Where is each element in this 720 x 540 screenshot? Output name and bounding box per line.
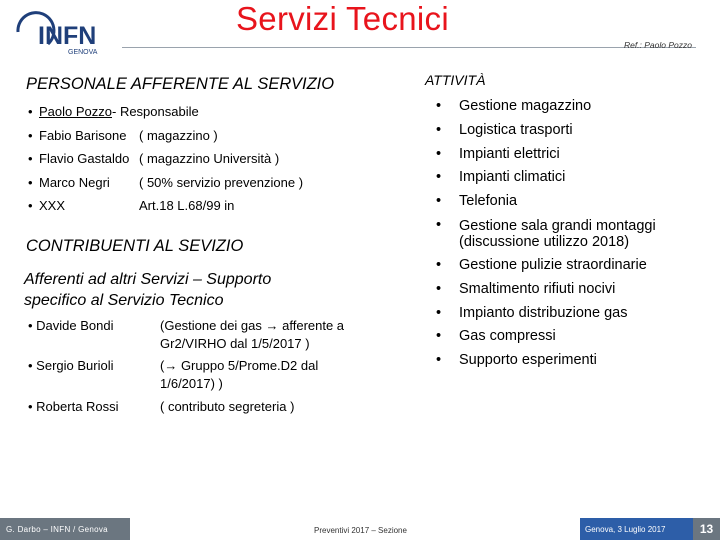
bullet-icon: • <box>436 98 442 114</box>
bullet-icon: • <box>436 193 442 210</box>
activity-text: Logistica trasporti <box>459 121 573 138</box>
bullet-icon: • <box>28 104 33 119</box>
person-name: Flavio Gastaldo <box>39 151 130 166</box>
contributor-label: • Roberta Rossi <box>28 399 119 414</box>
reference-note: Ref.: Paolo Pozzo <box>623 40 692 50</box>
person-name: Fabio Barisone <box>39 127 127 143</box>
contributor-label: • Davide Bondi <box>28 318 114 333</box>
person-note: ( magazzino Università ) <box>139 151 280 166</box>
person-note: ( magazzino ) <box>139 127 218 143</box>
contributor-name: Roberta Rossi <box>36 399 119 414</box>
list-item <box>436 143 716 167</box>
list-item <box>436 349 716 373</box>
footer-author: G. Darbo – INFN / Genova <box>0 518 130 540</box>
bullet-icon: • <box>436 216 442 233</box>
list-item <box>28 124 303 148</box>
list-item <box>28 194 303 218</box>
person-name: XXX <box>39 198 66 213</box>
footer-date: Genova, 3 Luglio 2017 <box>580 518 720 540</box>
contributor-note: ( contributo segreteria ) <box>160 399 295 414</box>
list-item <box>28 147 303 171</box>
logo-text: INFN <box>38 22 97 50</box>
bullet-icon: • <box>28 198 33 213</box>
person-note: ( 50% servizio prevenzione ) <box>139 174 304 190</box>
activity-text: Telefonia <box>459 193 518 210</box>
bullet-icon: • <box>28 151 33 166</box>
activity-text: Gestione pulizie straordinarie <box>459 256 647 273</box>
personale-heading: PERSONALE AFFERENTE AL SERVIZIO <box>26 75 335 93</box>
list-item <box>436 119 716 143</box>
page-number: 13 <box>693 518 720 540</box>
footer-title: Preventivi 2017 – Sezione <box>314 526 407 535</box>
personale-list <box>28 100 303 218</box>
activity-text: Smaltimento rifiuti nocivi <box>459 280 616 297</box>
bullet-icon: • <box>436 121 442 138</box>
logo-subtext: GENOVA <box>68 49 98 56</box>
person-note: Art.18 L.68/99 in <box>139 198 235 213</box>
contributor-name: Davide Bondi <box>36 318 114 333</box>
infn-logo <box>8 6 118 56</box>
attivita-list <box>436 95 716 373</box>
list-item <box>436 214 716 254</box>
bullet-icon: • <box>436 256 442 273</box>
list-item <box>436 254 716 278</box>
header-divider <box>122 47 696 48</box>
activity-text: Impianti climatici <box>459 169 566 186</box>
bullet-icon: • <box>436 169 442 186</box>
contribuenti-subheading: Afferenti ad altri Servizi – Supporto specifico al Servizio Tecnico <box>24 271 272 309</box>
list-item <box>436 278 716 302</box>
list-item <box>0 398 380 418</box>
bullet-icon: • <box>436 352 442 369</box>
list-item <box>0 357 380 397</box>
activity-text: Impianti elettrici <box>459 145 560 162</box>
activity-text: Gestione sala grandi montaggi (discussione utilizzo 2018) <box>459 217 656 250</box>
contributor-name: Sergio Burioli <box>36 358 114 373</box>
list-item <box>436 190 716 214</box>
list-item <box>0 317 380 357</box>
attivita-heading: ATTIVITÀ <box>425 72 486 88</box>
activity-text: Supporto esperimenti <box>459 352 597 369</box>
list-item <box>436 95 716 119</box>
bullet-icon: • <box>436 145 442 162</box>
list-item <box>436 325 716 349</box>
bullet-icon: • <box>436 328 442 345</box>
person-note: - Responsabile <box>112 104 199 119</box>
list-item <box>436 166 716 190</box>
contribuenti-heading: CONTRIBUENTI AL SEVIZIO <box>26 237 244 255</box>
contributor-note: (Gestione dei gas → afferente a Gr2/VIRHO dal 1/5/2017 ) <box>160 318 345 351</box>
bullet-icon: • <box>28 174 33 190</box>
person-name: Paolo Pozzo <box>39 104 112 119</box>
person-name: Marco Negri <box>39 174 110 190</box>
bullet-icon: • <box>28 127 33 143</box>
activity-text: Gas compressi <box>459 328 556 345</box>
contributor-label: • Sergio Burioli <box>28 358 114 373</box>
bullet-icon: • <box>436 280 442 297</box>
contributor-note: (→ Gruppo 5/Prome.D2 dal 1/6/2017) ) <box>160 358 319 391</box>
list-item <box>28 100 303 124</box>
list-item <box>436 302 716 326</box>
activity-text: Gestione magazzino <box>459 98 592 114</box>
activity-text: Impianto distribuzione gas <box>459 304 628 321</box>
page-title: Servizi Tecnici <box>236 0 449 37</box>
bullet-icon: • <box>436 304 442 321</box>
list-item <box>28 171 303 195</box>
